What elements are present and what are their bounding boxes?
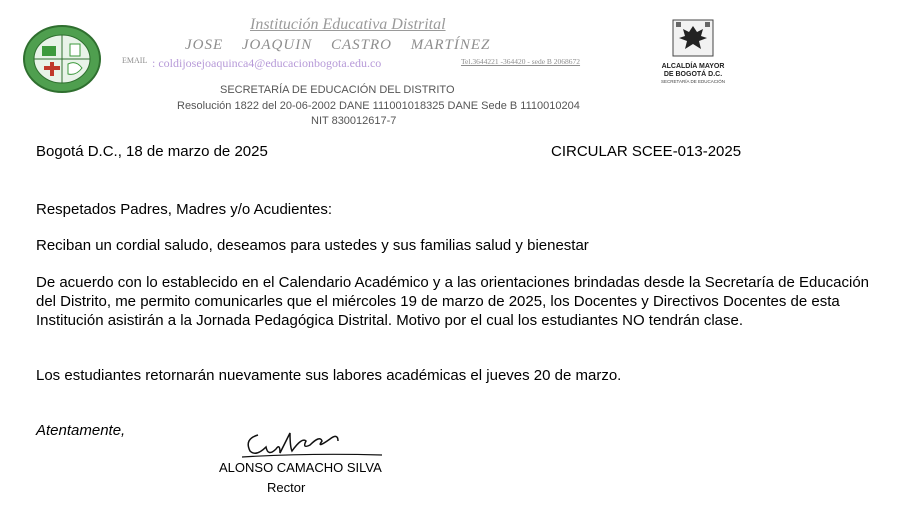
secretaria-heading: SECRETARÍA DE EDUCACIÓN DEL DISTRITO <box>220 84 455 96</box>
saludo: Reciban un cordial saludo, deseamos para ustedes y sus familias salud y bienestar <box>36 237 589 254</box>
school-logo <box>22 24 102 99</box>
phone-numbers: Tel.3644221 -364420 - sede B 2068672 <box>461 57 581 66</box>
signer-name: ALONSO CAMACHO SILVA <box>219 460 382 475</box>
email-label: EMAIL <box>122 56 148 65</box>
bogota-shield-icon <box>670 18 716 58</box>
bogota-logo-line2: DE BOGOTÁ D.C. <box>663 71 723 78</box>
bogota-logo <box>648 18 738 85</box>
institution-type: Institución Educativa Distrital <box>250 16 446 33</box>
email-address: : coldijosejoaquinca4@educacionbogota.edu.co <box>152 56 382 70</box>
greeting: Respetados Padres, Madres y/o Acudientes: <box>36 201 333 218</box>
institution-name: JOSE JOAQUIN CASTRO MARTÍNEZ <box>185 37 491 53</box>
nit-line: NIT 830012617-7 <box>311 115 397 127</box>
circular-number: CIRCULAR SCEE-013-2025 <box>551 143 742 160</box>
signer-role: Rector <box>267 480 306 495</box>
letter-date: Bogotá D.C., 18 de marzo de 2025 <box>36 143 268 160</box>
closing: Atentamente, <box>36 422 126 439</box>
body-paragraph-1: De acuerdo con lo establecido en el Calendario Académico y a las orientaciones brindadas desde la Secretaría de Educación del Distrito, me permito comunicarles que el miércoles 19 de marzo de 2025, los Docentes y Directivos Docentes de esta Institución asistirán a la Jornada Pedagógica Distrital. Motivo por el cual los estudiantes NO tendrán clase. <box>36 274 870 329</box>
resolucion-line: Resolución 1822 del 20-06-2002 DANE 111001018325 DANE Sede B 1110010204 <box>177 100 580 112</box>
bogota-logo-line3: SECRETARÍA DE EDUCACIÓN <box>661 79 725 84</box>
body-paragraph-2: Los estudiantes retornarán nuevamente sus labores académicas el jueves 20 de marzo. <box>36 367 622 384</box>
bogota-logo-line1: ALCALDÍA MAYOR <box>661 63 725 70</box>
